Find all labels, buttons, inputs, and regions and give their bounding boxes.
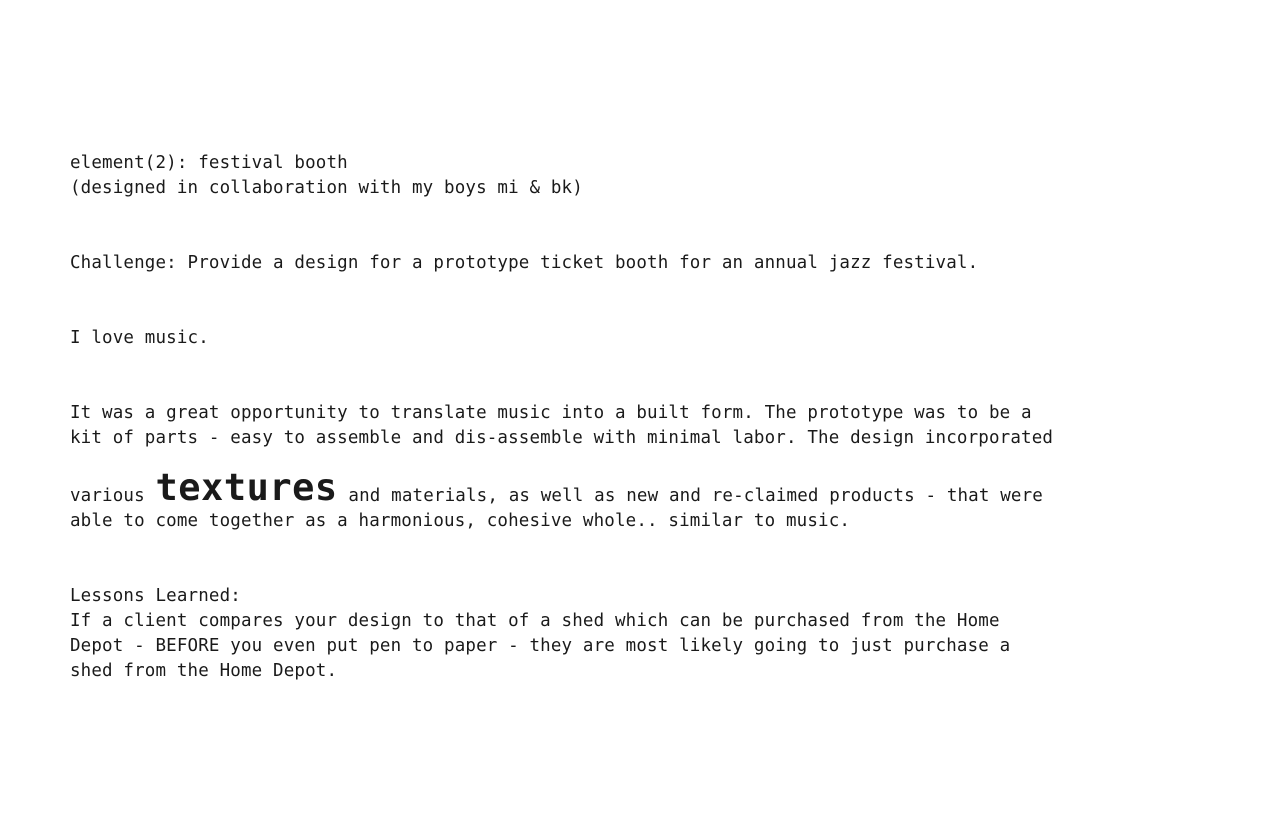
description-line-3 (70, 466, 1230, 509)
statement-text: I love music. (70, 328, 209, 348)
description-line-3-end: and materials, as well as new and re-claimed products - that were (337, 486, 1043, 506)
lessons-line-3: shed from the Home Depot. (70, 661, 338, 681)
spacer (70, 276, 1230, 326)
challenge-text: Challenge: Provide a design for a prototype ticket booth for an annual jazz festival. (70, 253, 979, 273)
description-line-3-start: various (70, 486, 156, 506)
description-line-4: able to come together as a harmonious, cohesive whole.. similar to music. (70, 511, 851, 531)
spacer (70, 534, 1230, 584)
spacer (70, 201, 1230, 251)
lessons-line-1: If a client compares your design to that of a shed which can be purchased from the Home (70, 611, 1000, 631)
document-body (70, 151, 1230, 684)
emphasized-word: textures (155, 466, 338, 509)
project-title: element(2): festival booth (70, 153, 348, 173)
lessons-heading: Lessons Learned: (70, 586, 241, 606)
description-line-1: It was a great opportunity to translate music into a built form. The prototype was to be a (70, 403, 1032, 423)
project-credits: (designed in collaboration with my boys mi & bk) (70, 178, 583, 198)
spacer (70, 351, 1230, 401)
lessons-line-2: Depot - BEFORE you even put pen to paper - they are most likely going to just purchase a (70, 636, 1011, 656)
description-line-2: kit of parts - easy to assemble and dis-assemble with minimal labor. The design incorporated (70, 428, 1054, 448)
